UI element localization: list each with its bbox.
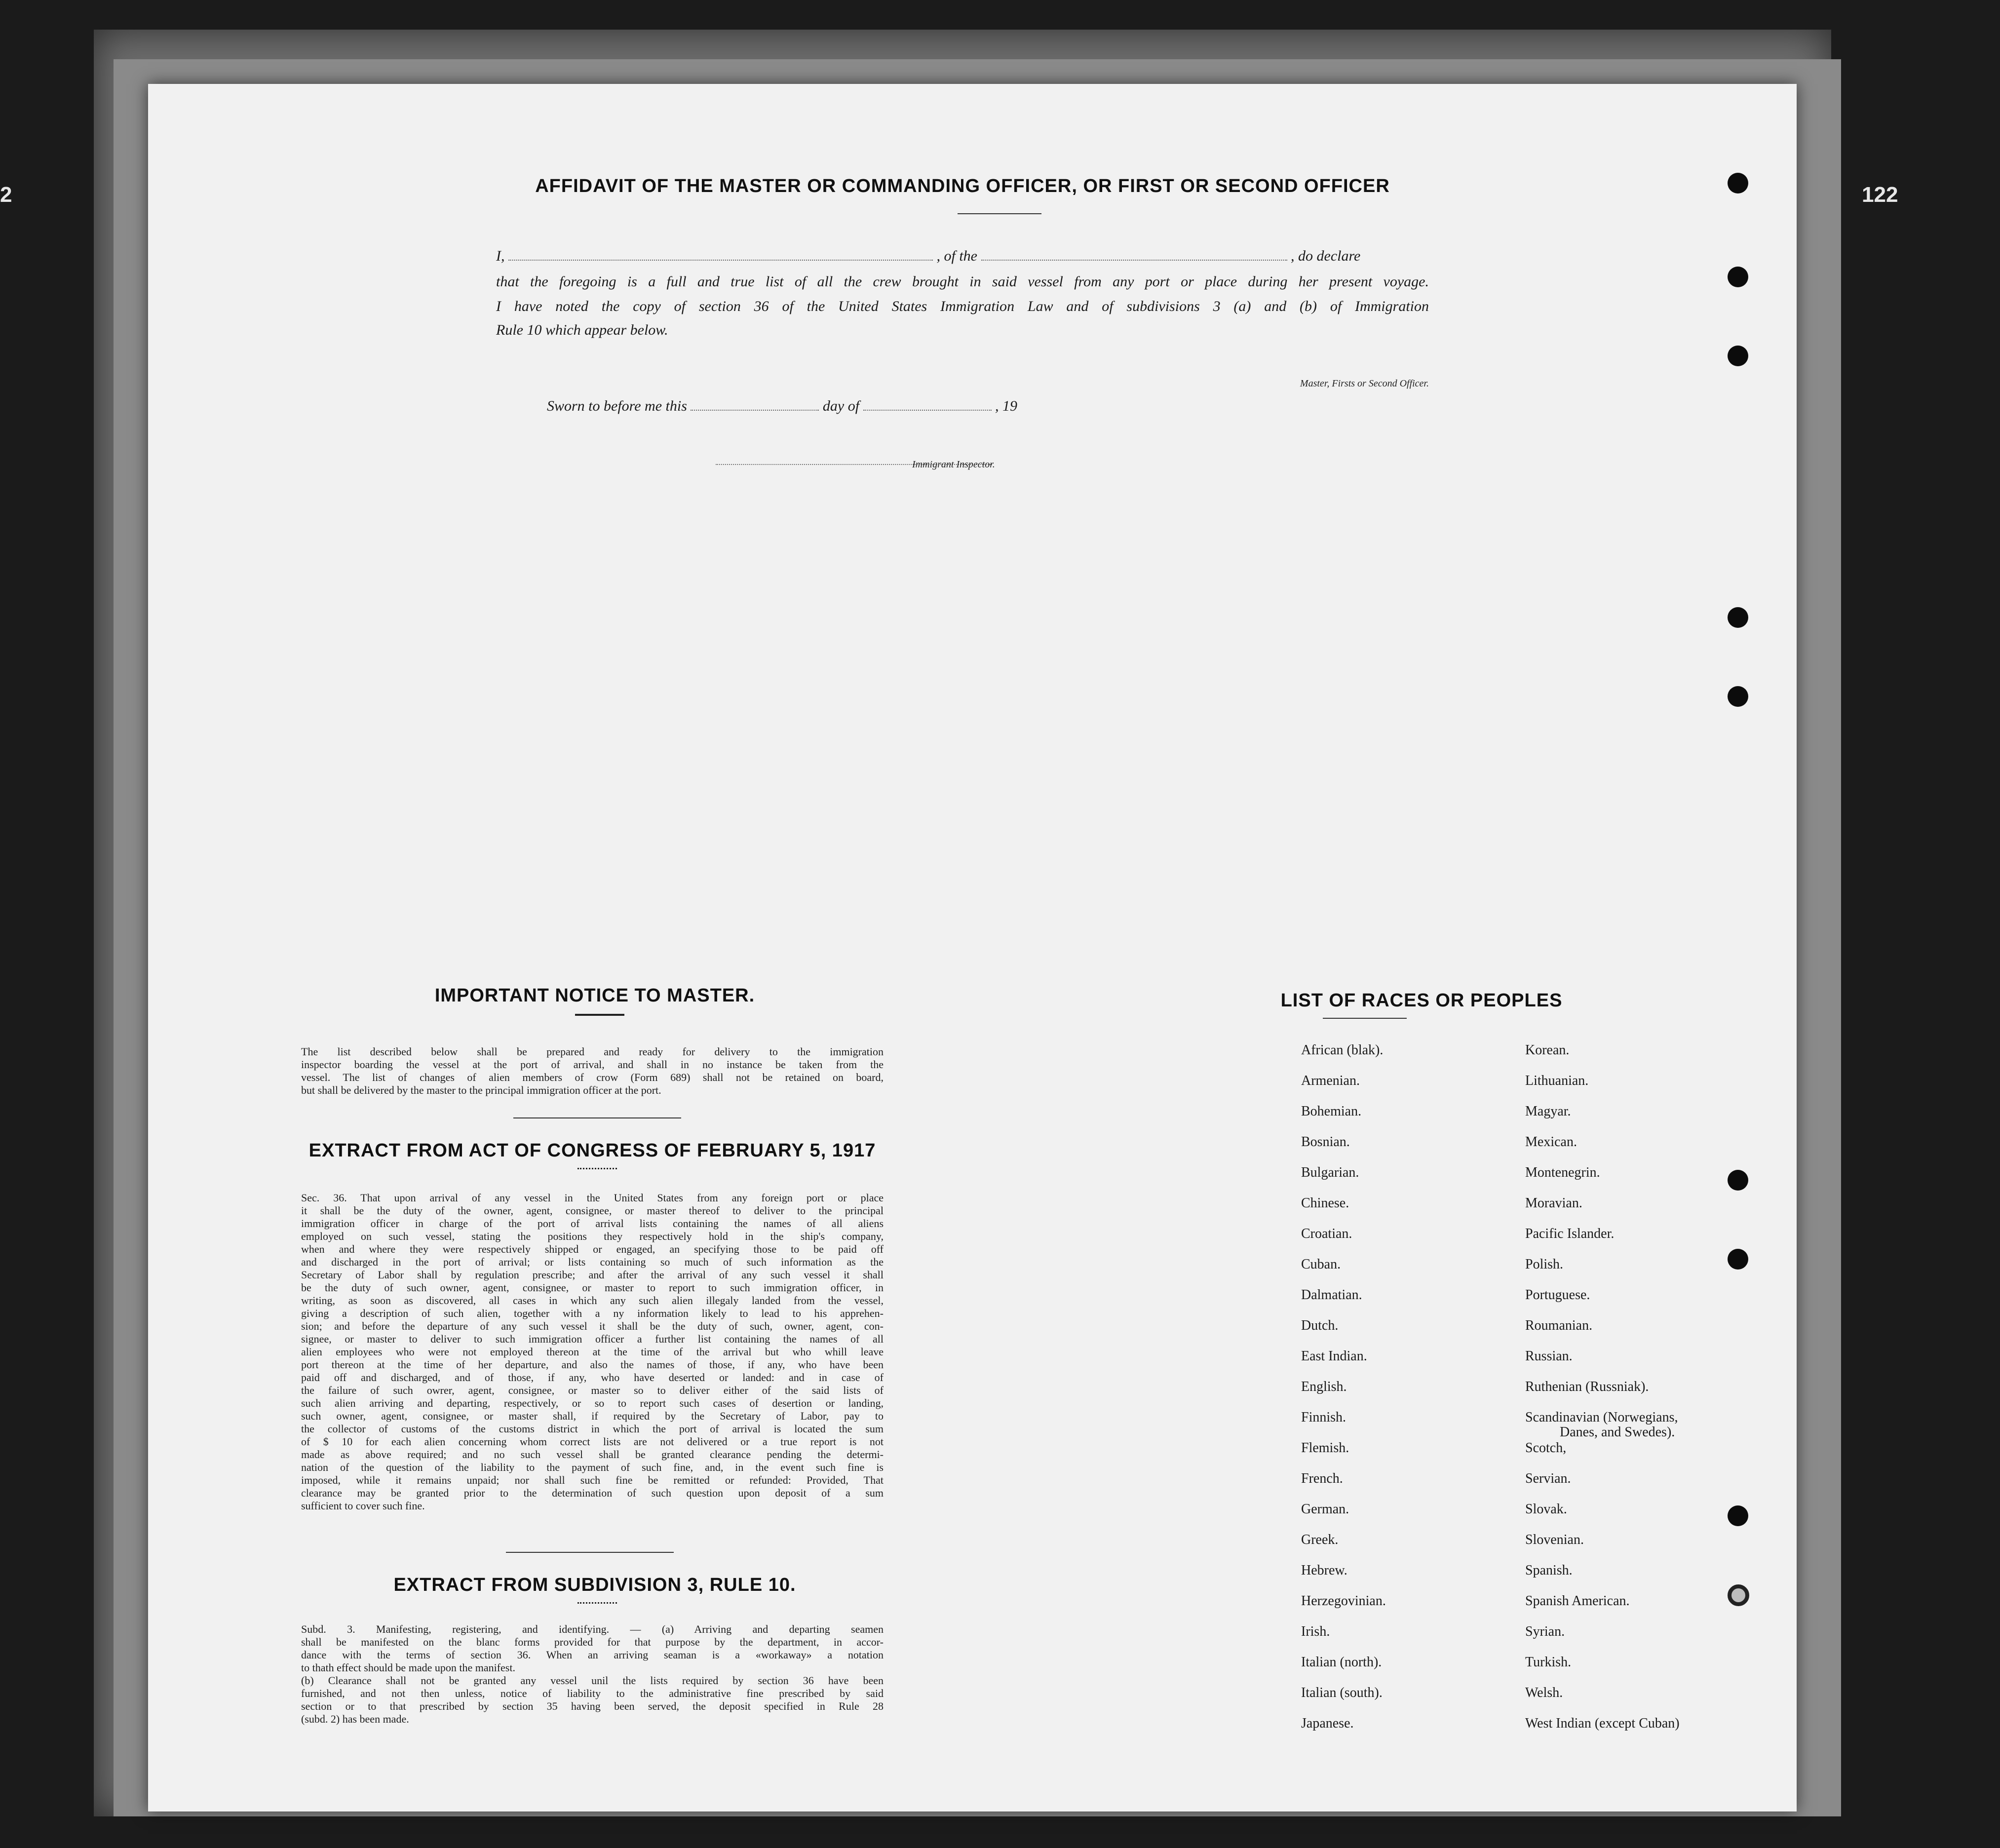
race-item: Pacific Islander. bbox=[1525, 1226, 1615, 1241]
vessel-name-blank bbox=[981, 260, 1287, 261]
act-line: sufficient to cover such fine. bbox=[301, 1500, 425, 1512]
act-line: Secretary of Labor shall by regulation prescribe; and after the arrival of any such vessel it shall bbox=[301, 1269, 884, 1281]
race-item: Scandinavian (Norwegians, bbox=[1525, 1410, 1678, 1425]
race-item: Croatian. bbox=[1301, 1226, 1352, 1241]
race-item: East Indian. bbox=[1301, 1348, 1367, 1364]
binder-hole-icon bbox=[1728, 173, 1748, 193]
notice-line: vessel. The list of changes of alien members of crow (Form 689) shall not be retained on board, bbox=[301, 1071, 884, 1083]
affidavit-title: AFFIDAVIT OF THE MASTER OR COMMANDING OFFICER, OR FIRST OR SECOND OFFICER bbox=[535, 176, 1390, 196]
race-item: Bosnian. bbox=[1301, 1134, 1350, 1150]
notice-line: but shall be delivered by the master to the principal immigration officer at the port. bbox=[301, 1084, 661, 1096]
act-line: port thereon at the time of her departure, and also the names of those, if any, who have been bbox=[301, 1358, 884, 1371]
notice-divider bbox=[513, 1117, 681, 1118]
act-line: it shall be the duty of the owner, agent, consignee, or master thereof to deliver to the principal bbox=[301, 1204, 884, 1217]
act-line: Sec. 36. That upon arrival of any vessel in the United States from any foreign port or place bbox=[301, 1192, 884, 1204]
race-item: Herzegovinian. bbox=[1301, 1593, 1386, 1609]
notice-line: The list described below shall be prepared and ready for delivery to the immigration bbox=[301, 1045, 884, 1058]
sworn-month-blank bbox=[863, 410, 992, 411]
binder-hole-icon bbox=[1728, 267, 1748, 287]
race-item: Roumanian. bbox=[1525, 1318, 1593, 1333]
act-ornament bbox=[577, 1168, 617, 1169]
race-item: English. bbox=[1301, 1379, 1347, 1394]
race-item: Finnish. bbox=[1301, 1410, 1346, 1425]
race-item: Korean. bbox=[1525, 1042, 1570, 1058]
act-line: alien employees who were not employed thereon at the time of the arrival but who whill leave bbox=[301, 1346, 884, 1358]
race-item: Greek. bbox=[1301, 1532, 1339, 1547]
act-line: nation of the question of the liability to the payment of such fine, and, in the event such fine is bbox=[301, 1461, 884, 1473]
master-name-blank bbox=[508, 260, 933, 261]
binder-hole-ring-icon bbox=[1728, 1584, 1749, 1606]
declaration-text-2: I have noted the copy of section 36 of the United States Immigration Law and of subdivisions 3 (a) and (b) of Immigration bbox=[496, 298, 1429, 314]
rule-line: furnished, and not then unless, notice of liability to the administrative fine prescribed by said bbox=[301, 1687, 884, 1699]
race-item: Chinese. bbox=[1301, 1195, 1349, 1211]
race-item: Moravian. bbox=[1525, 1195, 1582, 1211]
race-item: Montenegrin. bbox=[1525, 1165, 1600, 1180]
rule-line: to thath effect should be made upon the manifest. bbox=[301, 1661, 515, 1674]
binder-hole-icon bbox=[1728, 1249, 1748, 1270]
act-line: giving a description of such alien, together with a ny information likely to lead to his apprehen- bbox=[301, 1307, 884, 1319]
race-item: Cuban. bbox=[1301, 1257, 1341, 1272]
act-line: such owner, agent, consignee, or master shall, if required by the Secretary of Labor, pay to bbox=[301, 1410, 884, 1422]
race-item: Mexican. bbox=[1525, 1134, 1577, 1150]
binder-hole-icon bbox=[1728, 1505, 1748, 1526]
race-item: Russian. bbox=[1525, 1348, 1573, 1364]
act-line: signee, or master to deliver to such immigration officer a further list containing the names of all bbox=[301, 1333, 884, 1345]
sworn-day-blank bbox=[691, 410, 819, 411]
document-page bbox=[148, 84, 1797, 1811]
race-item: Lithuanian. bbox=[1525, 1073, 1589, 1088]
races-divider bbox=[1323, 1018, 1407, 1019]
act-line: the collector of customs of the customs district in which the port of arrival is located the sum bbox=[301, 1423, 884, 1435]
act-line: writing, as soon as discovered, all cases in which any such alien illegaly landed from the vessel, bbox=[301, 1294, 884, 1307]
race-item: Portuguese. bbox=[1525, 1287, 1590, 1303]
act-line: when and where they were respectively shipped or engaged, an specifying those to be paid off bbox=[301, 1243, 884, 1255]
race-item: Polish. bbox=[1525, 1257, 1564, 1272]
race-item: Syrian. bbox=[1525, 1624, 1565, 1639]
officer-signature-label: Master, Firsts or Second Officer. bbox=[1300, 378, 1429, 389]
race-item-continuation: Danes, and Swedes). bbox=[1560, 1424, 1675, 1440]
notice-line: inspector boarding the vessel at the port of arrival, and shall in no instance be taken from the bbox=[301, 1058, 884, 1071]
race-item: Dalmatian. bbox=[1301, 1287, 1362, 1303]
sworn-line bbox=[547, 398, 1238, 415]
race-item: German. bbox=[1301, 1502, 1349, 1517]
right-edge-page-number: 122 bbox=[1862, 183, 1898, 207]
rule-line: section or to that prescribed by section 35 having been served, the deposit specified in Rule 28 bbox=[301, 1700, 884, 1712]
binder-hole-icon bbox=[1728, 346, 1748, 366]
race-item: Dutch. bbox=[1301, 1318, 1339, 1333]
race-item: African (blak). bbox=[1301, 1042, 1384, 1058]
declaration-of-the: , of the bbox=[936, 248, 977, 264]
declaration-i: I, bbox=[496, 248, 505, 264]
act-line: clearance may be granted prior to the determination of such question upon deposit of a sum bbox=[301, 1487, 884, 1499]
race-item: West Indian (except Cuban) bbox=[1525, 1716, 1680, 1731]
race-item: Scotch, bbox=[1525, 1440, 1567, 1456]
race-item: Irish. bbox=[1301, 1624, 1330, 1639]
rule-line: dance with the terms of section 36. When an arriving seaman is a «workaway» a notation bbox=[301, 1649, 884, 1661]
declaration-text-1: that the foregoing is a full and true list of all the crew brought in said vessel from any port or place during her present voyage. bbox=[496, 273, 1429, 290]
race-item: Bohemian. bbox=[1301, 1104, 1362, 1119]
rule-line: shall be manifested on the blanc forms provided for that purpose by the department, in accor- bbox=[301, 1636, 884, 1648]
act-line: the failure of such owrer, agent, consignee, or master so to deliver either of the said lists of bbox=[301, 1384, 884, 1396]
sworn-text: Sworn to before me this bbox=[547, 398, 687, 414]
race-item: Armenian. bbox=[1301, 1073, 1360, 1088]
notice-title: IMPORTANT NOTICE TO MASTER. bbox=[434, 985, 755, 1006]
race-item: Slovak. bbox=[1525, 1502, 1567, 1517]
race-item: Magyar. bbox=[1525, 1104, 1571, 1119]
binder-hole-icon bbox=[1728, 1170, 1748, 1191]
race-item: Welsh. bbox=[1525, 1685, 1563, 1700]
declaration-text-3: Rule 10 which appear below. bbox=[496, 322, 668, 338]
act-line: paid off and discharged, and of those, if any, who have deserted or landed: and in case of bbox=[301, 1371, 884, 1384]
rule-text bbox=[301, 1623, 884, 1726]
race-item: French. bbox=[1301, 1471, 1343, 1486]
races-title: LIST OF RACES OR PEOPLES bbox=[1280, 990, 1563, 1011]
declaration-line bbox=[496, 248, 1582, 265]
race-item: Hebrew. bbox=[1301, 1563, 1347, 1578]
binder-hole-icon bbox=[1728, 607, 1748, 628]
rule-ornament bbox=[577, 1602, 617, 1604]
race-item: Bulgarian. bbox=[1301, 1165, 1359, 1180]
act-line: made as above required; and no such vessel shall be granted clearance pending the determi- bbox=[301, 1448, 884, 1461]
rule-line: (subd. 2) has been made. bbox=[301, 1713, 409, 1725]
race-item: Spanish American. bbox=[1525, 1593, 1630, 1609]
race-item: Spanish. bbox=[1525, 1563, 1573, 1578]
rule-line: (b) Clearance shall not be granted any vessel unil the lists required by section 36 have been bbox=[301, 1674, 884, 1687]
race-item: Turkish. bbox=[1525, 1655, 1572, 1670]
rule-title: EXTRACT FROM SUBDIVISION 3, RULE 10. bbox=[393, 1575, 796, 1595]
race-item: Slovenian. bbox=[1525, 1532, 1584, 1547]
race-item: Ruthenian (Russniak). bbox=[1525, 1379, 1649, 1394]
title-divider bbox=[958, 213, 1041, 214]
act-title: EXTRACT FROM ACT OF CONGRESS OF FEBRUARY 5, 1917 bbox=[308, 1140, 876, 1161]
binder-hole-icon bbox=[1728, 686, 1748, 707]
rule-line: Subd. 3. Manifesting, registering, and identifying. — (a) Arriving and departing seamen bbox=[301, 1623, 884, 1635]
act-line: sion; and before the departure of any such vessel it shall be the duty of such, owner, agent, con- bbox=[301, 1320, 884, 1332]
act-line: and discharged in the port of arrival; or lists containing so much of such information as the bbox=[301, 1256, 884, 1268]
act-line: employed on such vessel, stating the positions they respectively hold in the ship's company, bbox=[301, 1230, 884, 1242]
act-line: such alien arriving and departing, respectively, or so to report such cases of desertion or landing, bbox=[301, 1397, 884, 1409]
act-line: be the duty of such owner, agent, consignee, or master to report to such immigration officer, in bbox=[301, 1281, 884, 1294]
race-item: Servian. bbox=[1525, 1471, 1571, 1486]
left-edge-page-number: 2 bbox=[0, 183, 12, 207]
race-item: Flemish. bbox=[1301, 1440, 1349, 1456]
declaration-do-declare: , do declare bbox=[1291, 248, 1361, 264]
sworn-day-of: day of bbox=[822, 398, 860, 414]
act-line: immigration officer in charge of the port of arrival lists containing the names of all aliens bbox=[301, 1217, 884, 1230]
act-line: of $ 10 for each alien concerning whom correct lists are not delivered or a true report is not bbox=[301, 1435, 884, 1448]
act-text bbox=[301, 1192, 884, 1512]
inspector-label: Immigrant Inspector. bbox=[912, 459, 995, 470]
act-divider bbox=[506, 1552, 674, 1553]
notice-text bbox=[301, 1045, 884, 1097]
race-item: Italian (south). bbox=[1301, 1685, 1383, 1700]
act-line: imposed, while it remains unpaid; nor shall such fine be remitted or refunded: Provided, That bbox=[301, 1474, 884, 1486]
race-item: Japanese. bbox=[1301, 1716, 1354, 1731]
sworn-year: , 19 bbox=[995, 398, 1018, 414]
race-item: Italian (north). bbox=[1301, 1655, 1382, 1670]
notice-ornament bbox=[575, 1014, 624, 1016]
